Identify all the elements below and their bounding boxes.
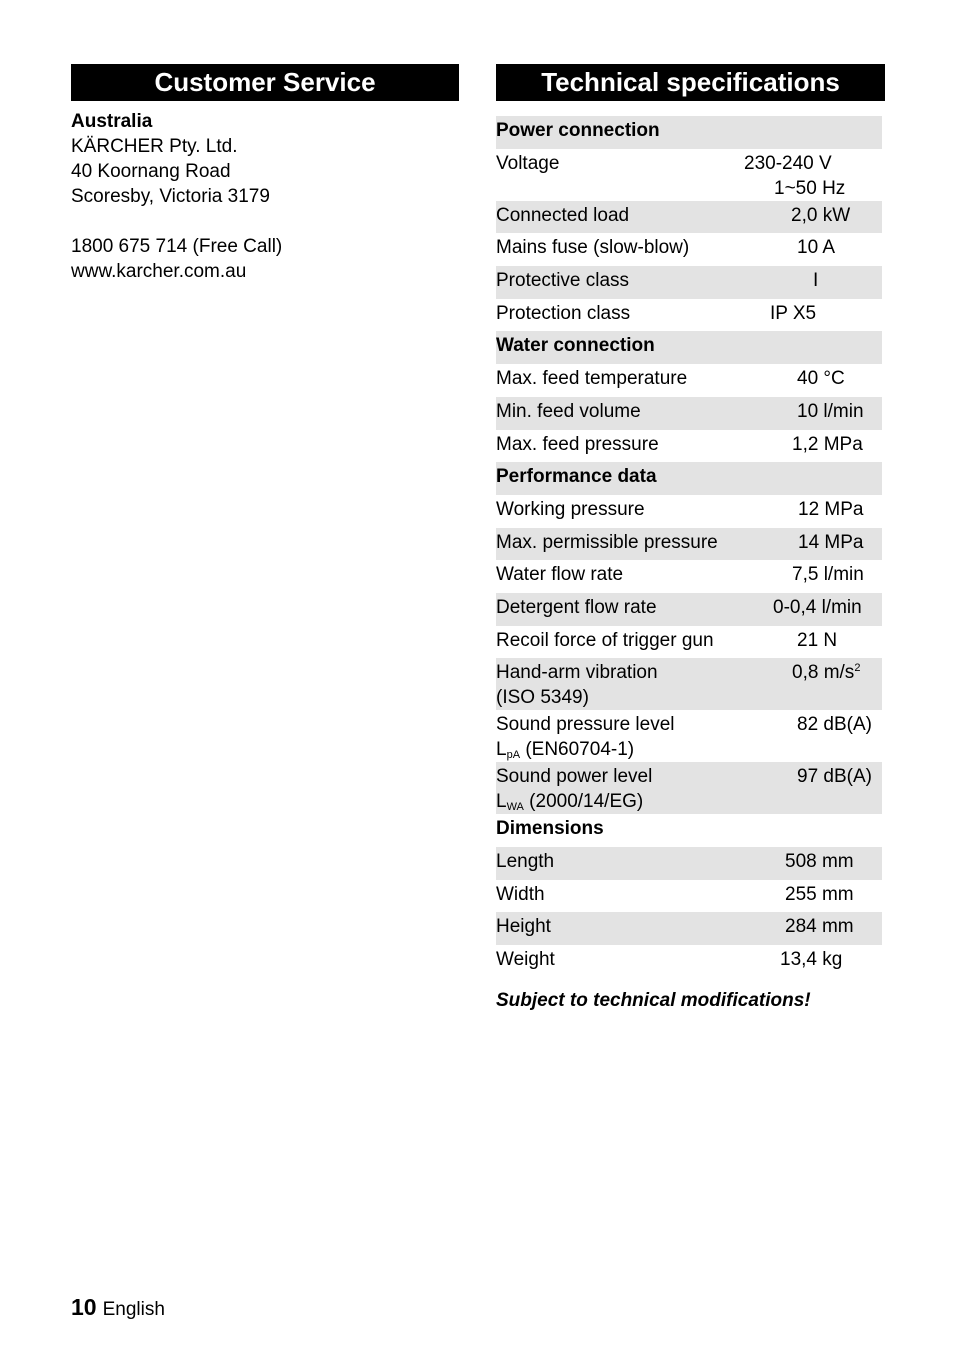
spec-value: 0-0,4 l/min	[773, 596, 862, 618]
group-power-connection: Power connection	[496, 116, 882, 149]
spec-row-water-flow-rate: Water flow rate 7,5 l/min	[496, 560, 882, 593]
technical-specifications-title: Technical specifications	[496, 64, 885, 101]
spec-row-height: Height 284 mm	[496, 912, 882, 945]
spec-value: 10 A	[797, 237, 836, 259]
voltage-value: 230-240 V	[744, 152, 832, 174]
specifications-table	[496, 116, 882, 978]
spec-row-working-pressure: Working pressure 12 MPa	[496, 495, 882, 528]
page-number: 10	[71, 1294, 97, 1320]
spec-value: 14 MPa	[798, 531, 864, 553]
company-name: KÄRCHER Pty. Ltd.	[71, 136, 238, 157]
frequency-value: 1~50 Hz	[774, 177, 846, 199]
language-label: English	[102, 1299, 165, 1320]
spec-row-min-feed-volume: Min. feed volume 10 l/min	[496, 397, 882, 430]
city-address: Scoresby, Victoria 3179	[71, 186, 270, 207]
country-name: Australia	[71, 111, 153, 132]
spec-value: IP X5	[770, 302, 817, 324]
spec-row-sound-power-level: Sound power level $L_{WA}$ (2000/14/EG) 97 dB(A)	[496, 762, 882, 814]
spec-value: 82 dB(A)	[797, 714, 872, 736]
spec-value: 2,0 kW	[791, 204, 851, 226]
spec-value: 97 dB(A)	[797, 766, 872, 788]
spec-row-weight: Weight 13,4 kg	[496, 945, 882, 978]
spec-row-max-feed-pressure: Max. feed pressure 1,2 MPa	[496, 430, 882, 463]
spec-row-max-permissible-pressure: Max. permissible pressure 14 MPa	[496, 528, 882, 561]
technical-specifications-section	[496, 64, 885, 1012]
page-footer	[71, 1294, 165, 1321]
website-link[interactable]: www.karcher.com.au	[71, 261, 247, 282]
spec-row-protection-class: Protection class IP X5	[496, 299, 882, 332]
spec-value: 1,2 MPa	[792, 433, 863, 455]
group-performance-data: Performance data	[496, 462, 882, 495]
spec-value: 284 mm	[785, 916, 854, 938]
customer-service-title: Customer Service	[71, 64, 459, 101]
spec-row-detergent-flow-rate: Detergent flow rate 0-0,4 l/min	[496, 593, 882, 626]
spec-value: 7,5 l/min	[792, 564, 864, 586]
modification-note: Subject to technical modifications!	[496, 989, 811, 1011]
phone-number: 1800 675 714 (Free Call)	[71, 236, 283, 257]
spec-row-mains-fuse: Mains fuse (slow-blow) 10 A	[496, 233, 882, 266]
street-address: 40 Koornang Road	[71, 161, 231, 182]
spec-row-connected-load: Connected load 2,0 kW	[496, 201, 882, 234]
spec-value: I	[813, 270, 819, 292]
spec-value: 255 mm	[785, 883, 854, 905]
spec-row-sound-pressure-level: Sound pressure level $L_{pA}$ (EN60704-1) 82 dB(A)	[496, 710, 882, 762]
spec-value: 0,8 $m/s^2$	[792, 662, 861, 684]
spec-row-protective-class: Protective class I	[496, 266, 882, 299]
spec-value: 508 mm	[785, 851, 854, 872]
spec-row-width: Width 255 mm	[496, 880, 882, 913]
spec-row-length: Length 508 mm	[496, 847, 882, 880]
customer-service-section	[71, 64, 459, 284]
spec-row-max-feed-temperature: Max. feed temperature 40 °C	[496, 364, 882, 397]
spec-row-hand-arm-vibration: Hand-arm vibration (ISO 5349) 0,8 $m/s^2$	[496, 658, 882, 710]
spec-row-recoil-force: Recoil force of trigger gun 21 N	[496, 626, 882, 659]
address-block	[71, 109, 459, 284]
spec-value: 40 °C	[797, 368, 845, 390]
spec-value: 10 l/min	[797, 400, 864, 422]
spec-value: 13,4 kg	[780, 949, 843, 971]
group-dimensions: Dimensions	[496, 818, 604, 840]
spec-row-voltage: Voltage 230-240 V 1~50 Hz	[496, 149, 882, 201]
group-water-connection: Water connection	[496, 331, 882, 364]
spec-value: 21 N	[797, 629, 838, 651]
spec-value: 12 MPa	[798, 498, 864, 520]
